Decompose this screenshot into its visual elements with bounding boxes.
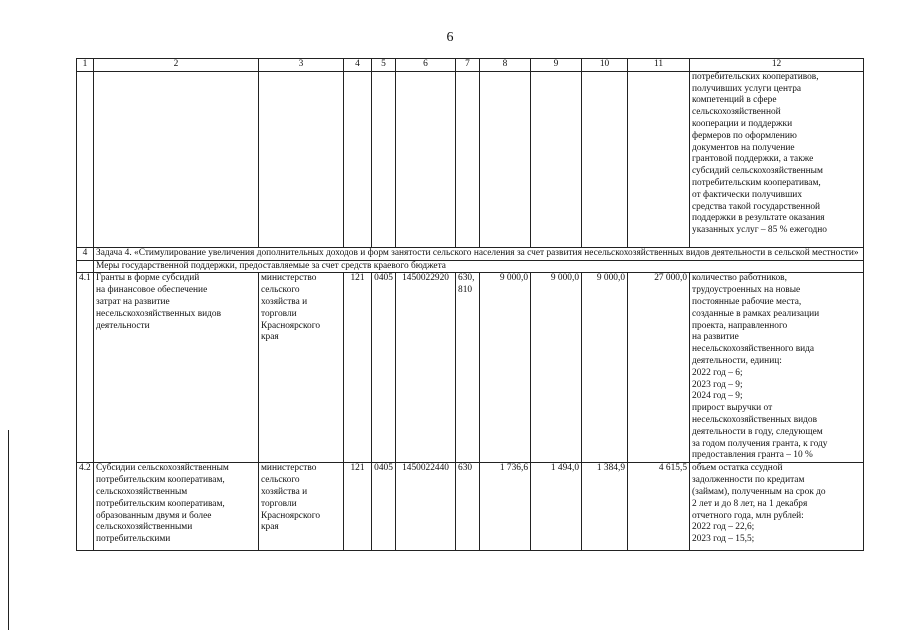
task-number: 4 <box>77 247 94 260</box>
responsible-org: министерство сельского хозяйства и торговли Красноярского края <box>259 273 344 463</box>
header-cell: 4 <box>344 59 372 72</box>
target-article: 1450022440 <box>396 463 456 551</box>
task-title: Задача 4. «Стимулирование увеличения дополнительных доходов и форм занятости сельского населения за счет развития несельскохозяйственных видов деятельности в сельской местности» <box>94 247 864 260</box>
target-article: 1450022920 <box>396 273 456 463</box>
expense-type: 630, 810 <box>456 273 480 463</box>
responsible-org: министерство сельского хозяйства и торговли Красноярского края <box>259 463 344 551</box>
amount-2024: 9 000,0 <box>582 273 628 463</box>
header-cell: 5 <box>372 59 396 72</box>
amount-2023: 9 000,0 <box>531 273 582 463</box>
indicator-cell: количество работников, трудоустроенных на новые постоянные рабочие места, созданные в рамках реализации проекта, направленного на развитие несельскохозяйственного вида деятельности, единиц: 2022 год – 6; 2023 год – 9; 2024 год – 9; прирост выручки от несельскохозяйственных видов деятельности в году, следующем за годом получения гранта, к году предоставления гранта – 10 % <box>690 273 864 463</box>
amount-2022: 9 000,0 <box>480 273 531 463</box>
measure-name: Субсидии сельскохозяйственным потребительским кооперативам, сельскохозяйственным потребительским кооперативам, образованным двумя и более сельскохозяйственными потребительскими <box>94 463 259 551</box>
table-row <box>77 273 864 463</box>
amount-total: 4 615,5 <box>628 463 690 551</box>
header-cell: 10 <box>582 59 628 72</box>
table-row-continued <box>77 71 864 247</box>
header-cell: 2 <box>94 59 259 72</box>
amount-2022: 1 736,6 <box>480 463 531 551</box>
page-number: 6 <box>446 30 454 45</box>
table-row <box>77 463 864 551</box>
header-cell: 7 <box>456 59 480 72</box>
amount-2023: 1 494,0 <box>531 463 582 551</box>
row-number: 4.1 <box>77 273 94 463</box>
grbs-code: 121 <box>344 273 372 463</box>
header-cell: 9 <box>531 59 582 72</box>
indicator-cell: потребительских кооперативов, получивших услуги центра компетенций в сфере сельскохозяйственной кооперации и поддержки фермеров по оформлению документов на получение грантовой поддержки, а также субсидий сельскохозяйственным потребительским кооперативам, от фактически получивших средства такой государственной поддержки в результате оказания указанных услуг – 85 % ежегодно <box>690 71 864 247</box>
grbs-code: 121 <box>344 463 372 551</box>
program-table <box>76 58 864 551</box>
amount-total: 27 000,0 <box>628 273 690 463</box>
margin-line <box>8 430 9 630</box>
row-number: 4.2 <box>77 463 94 551</box>
task-row <box>77 247 864 260</box>
amount-2024: 1 384,9 <box>582 463 628 551</box>
measure-name: Гранты в форме субсидий на финансовое обеспечение затрат на развитие несельскохозяйственных видов деятельности <box>94 273 259 463</box>
header-cell: 12 <box>690 59 864 72</box>
header-row <box>77 59 864 72</box>
header-cell: 3 <box>259 59 344 72</box>
indicator-cell: объем остатка ссудной задолженности по кредитам (займам), полученным на срок до 2 лет и до 8 лет, на 1 декабря отчетного года, млн рублей: 2022 год – 22,6; 2023 год – 15,5; <box>690 463 864 551</box>
header-cell: 11 <box>628 59 690 72</box>
section-code: 0405 <box>372 463 396 551</box>
expense-type: 630 <box>456 463 480 551</box>
header-cell: 6 <box>396 59 456 72</box>
header-cell: 1 <box>77 59 94 72</box>
section-code: 0405 <box>372 273 396 463</box>
measures-heading-row <box>77 260 864 273</box>
measures-heading: Меры государственной поддержки, предоставляемые за счет средств краевого бюджета <box>94 260 864 273</box>
header-cell: 8 <box>480 59 531 72</box>
